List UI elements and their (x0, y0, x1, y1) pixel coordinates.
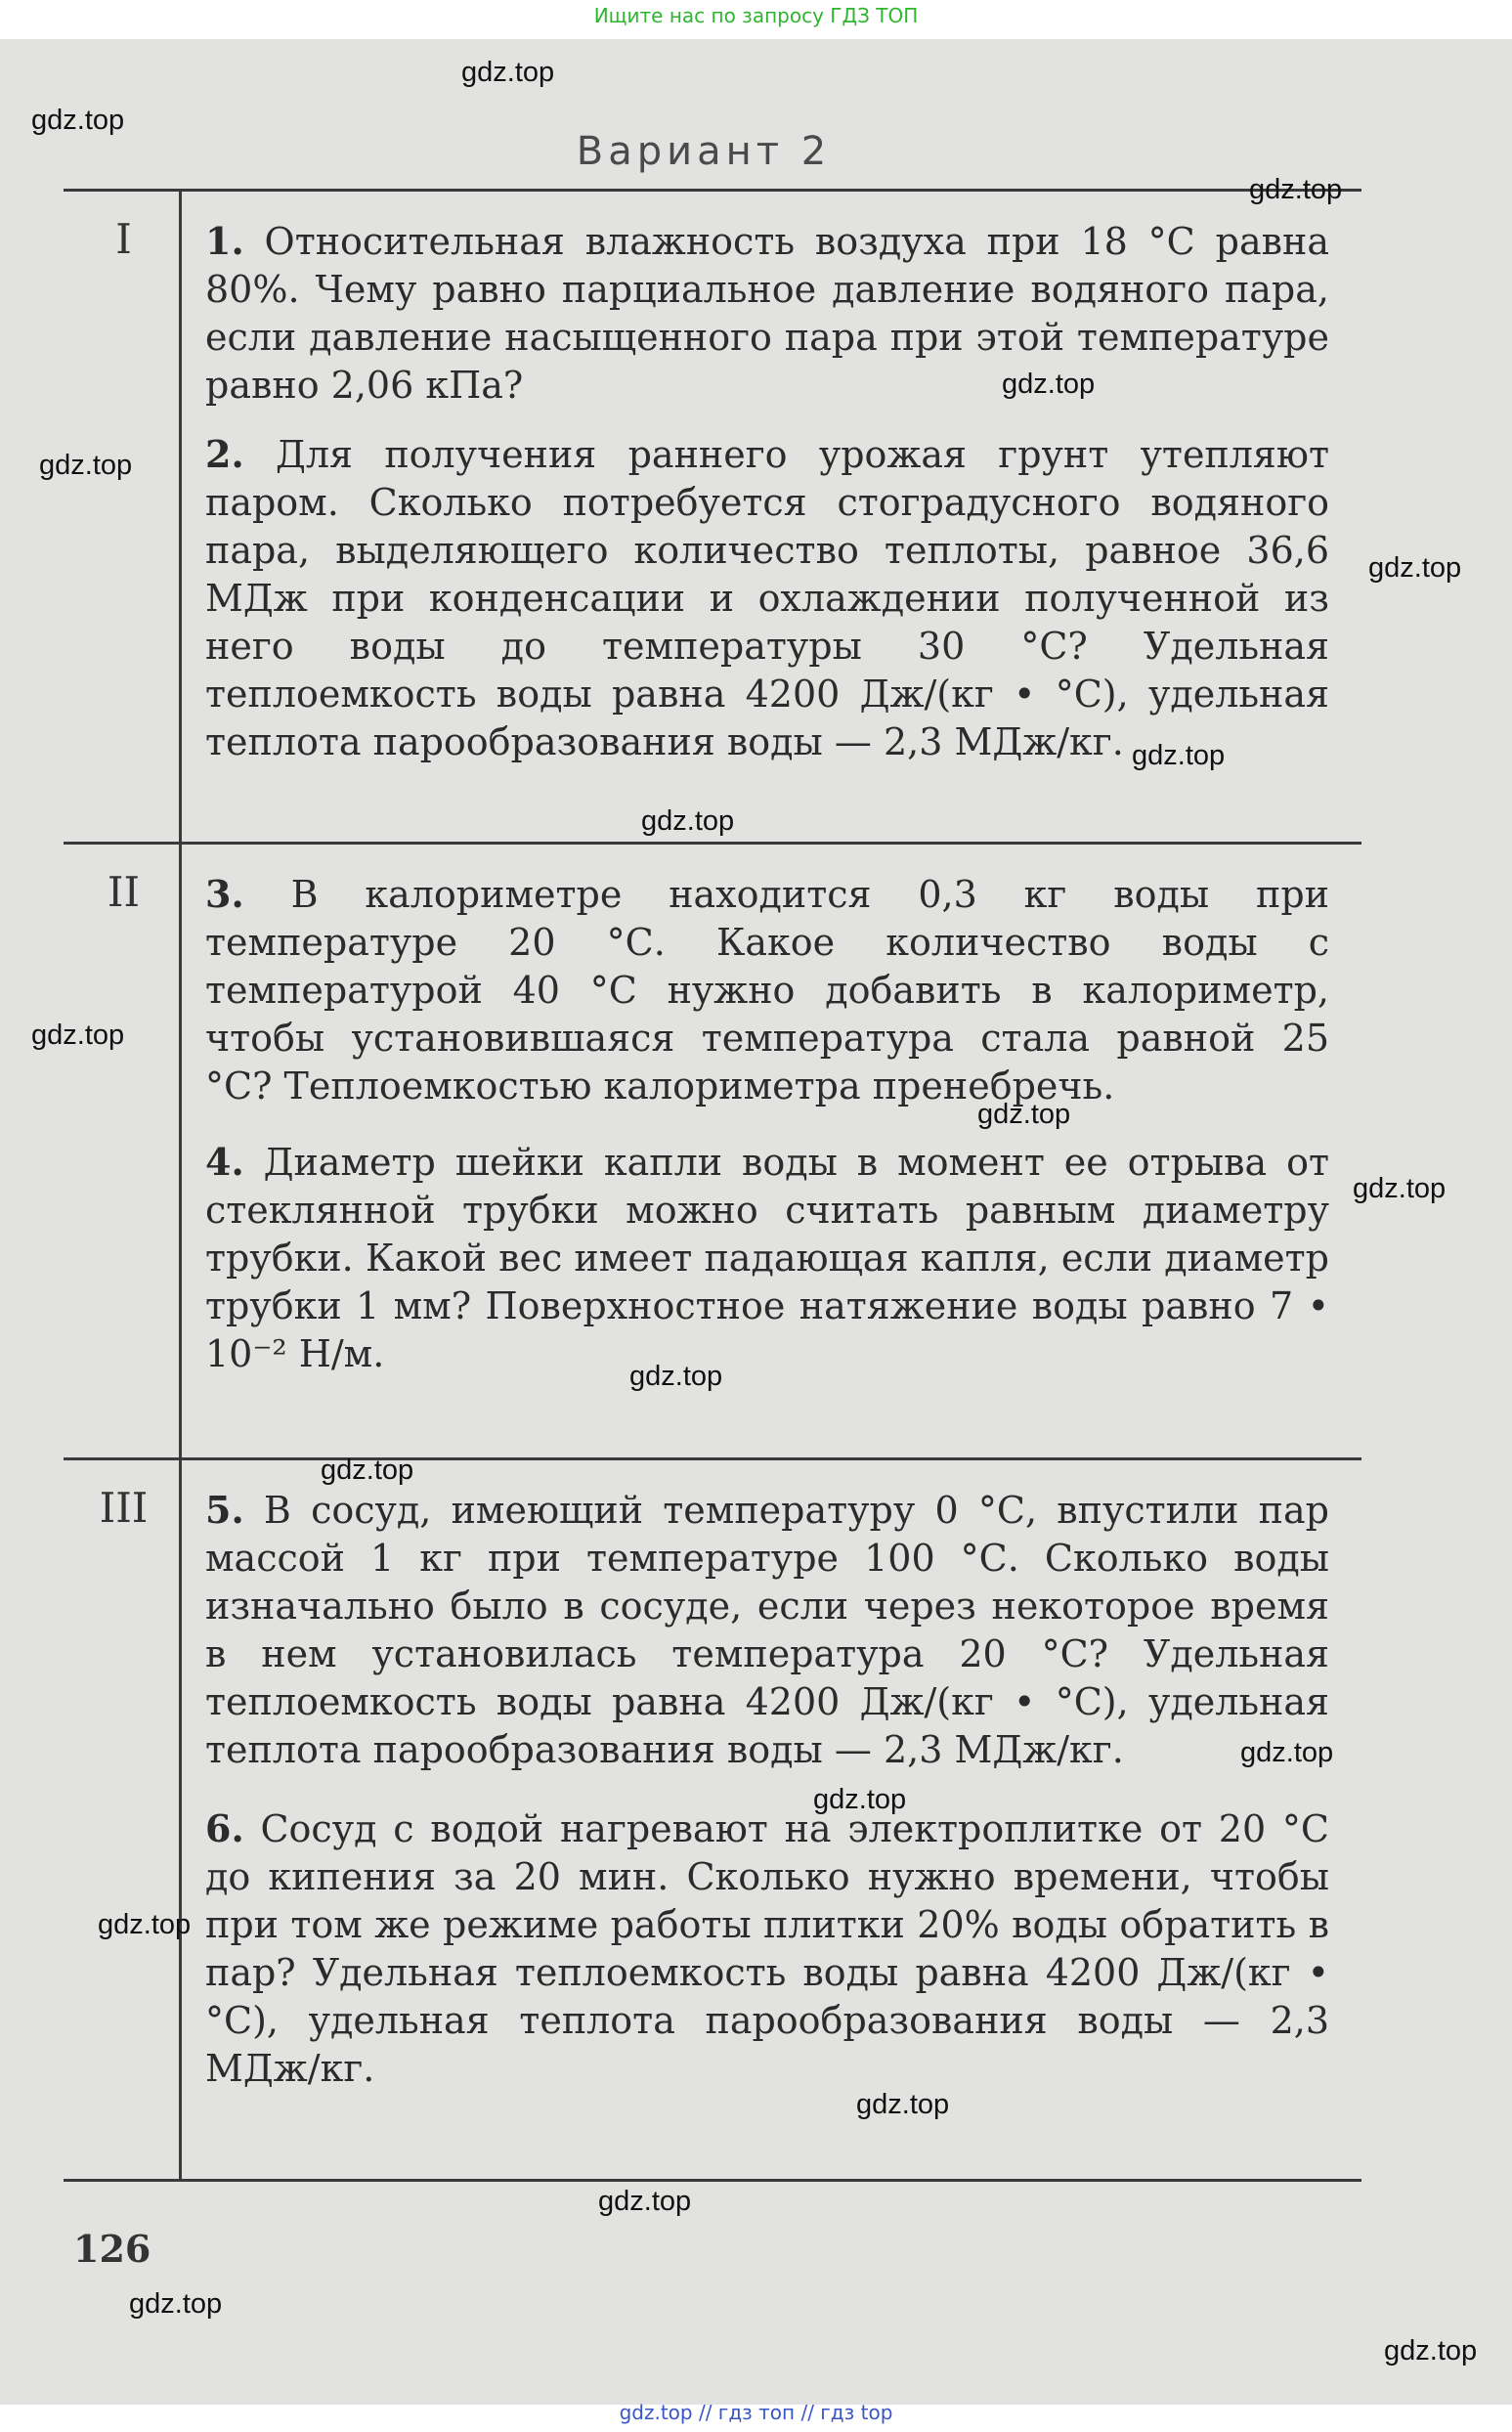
watermark: gdz.top (1353, 1173, 1447, 1204)
problem-text: Относительная влажность воздуха при 18 °С равна 80%. Чему равно парциальное давление водяного пара, если давление насыщенного пара при этой температуре равно 2,06 кПа? (205, 220, 1329, 407)
watermark: gdz.top (629, 1361, 723, 1392)
watermark: gdz.top (1384, 2335, 1478, 2367)
problem-text: Диаметр шейки капли воды в момент ее отрыва от стеклянной трубки можно считать равным диаметру трубки. Какой вес имеет падающая капля, если диаметр трубки 1 мм? Поверхностное натяжение воды равно 7 • 10⁻² Н/м. (205, 1141, 1329, 1375)
section-label-ii: II (107, 868, 141, 916)
problem-number: 6. (205, 1806, 244, 1850)
watermark: gdz.top (1249, 174, 1343, 205)
watermark: gdz.top (98, 1909, 192, 1940)
section-label-iii: III (99, 1484, 149, 1532)
section-divider-1 (64, 842, 1361, 845)
watermark: gdz.top (129, 2288, 223, 2320)
watermark: gdz.top (598, 2186, 692, 2217)
watermark: gdz.top (321, 1455, 414, 1486)
problem-number: 1. (205, 219, 244, 263)
watermark: gdz.top (39, 450, 133, 481)
watermark: gdz.top (641, 805, 735, 837)
watermark: gdz.top (977, 1099, 1071, 1130)
problem-2 (205, 430, 1329, 766)
watermark: gdz.top (31, 105, 125, 136)
section-label-i: I (115, 215, 132, 263)
watermark: gdz.top (1132, 740, 1226, 771)
problem-1 (205, 217, 1329, 410)
problem-number: 4. (205, 1140, 244, 1184)
problem-4 (205, 1138, 1329, 1378)
watermark: gdz.top (31, 1020, 125, 1051)
watermark: gdz.top (813, 1784, 907, 1815)
problem-text: Для получения раннего урожая грунт утепляют паром. Сколько потребуется стоградусного водяного пара, выделяющего количество теплоты, равное 36,6 МДж при конденсации и охлаждении полученной из него воды до температуры 30 °С? Удельная теплоемкость воды равна 4200 Дж/(кг • °С), удельная теплота парообразования воды — 2,3 МДж/кг. (205, 433, 1329, 763)
variant-title: Вариант 2 (576, 129, 832, 174)
top-banner[interactable]: Ищите нас по запросу ГДЗ ТОП (593, 4, 919, 27)
watermark: gdz.top (461, 57, 555, 88)
problem-number: 3. (205, 872, 244, 916)
watermark: gdz.top (1002, 369, 1096, 400)
problem-text: В калориметре находится 0,3 кг воды при температуре 20 °С. Какое количество воды с температурой 40 °С нужно добавить в калориметр, чтобы установившаяся температура стала равной 25 °С? Теплоемкостью калориметра пренебречь. (205, 873, 1329, 1107)
problem-6 (205, 1804, 1329, 2093)
table-column-rule (179, 189, 182, 2181)
table-top-rule (64, 189, 1361, 192)
page-number: 126 (73, 2227, 151, 2271)
section-divider-2 (64, 1457, 1361, 1460)
watermark: gdz.top (856, 2089, 950, 2120)
table-bottom-rule (64, 2179, 1361, 2182)
problem-5 (205, 1486, 1329, 1774)
bottom-banner[interactable]: gdz.top // гдз топ // гдз top (619, 2401, 893, 2424)
watermark: gdz.top (1368, 552, 1462, 584)
problem-3 (205, 870, 1329, 1110)
problem-number: 5. (205, 1488, 244, 1532)
watermark: gdz.top (1240, 1737, 1334, 1768)
problem-text: Сосуд с водой нагревают на электроплитке от 20 °С до кипения за 20 мин. Сколько нужно времени, чтобы при том же режиме работы плитки 20% воды обратить в пар? Удельная теплоемкость воды равна 4200 Дж/(кг • °С), удельная теплота парообразования воды — 2,3 МДж/кг. (205, 1807, 1329, 2090)
problem-text: В сосуд, имеющий температуру 0 °С, впустили пар массой 1 кг при температуре 100 °С. Сколько воды изначально было в сосуде, если через некоторое время в нем установилась температура 20 °С? Удельная теплоемкость воды равна 4200 Дж/(кг • °С), удельная теплота парообразования воды — 2,3 МДж/кг. (205, 1489, 1329, 1771)
problem-number: 2. (205, 432, 244, 476)
